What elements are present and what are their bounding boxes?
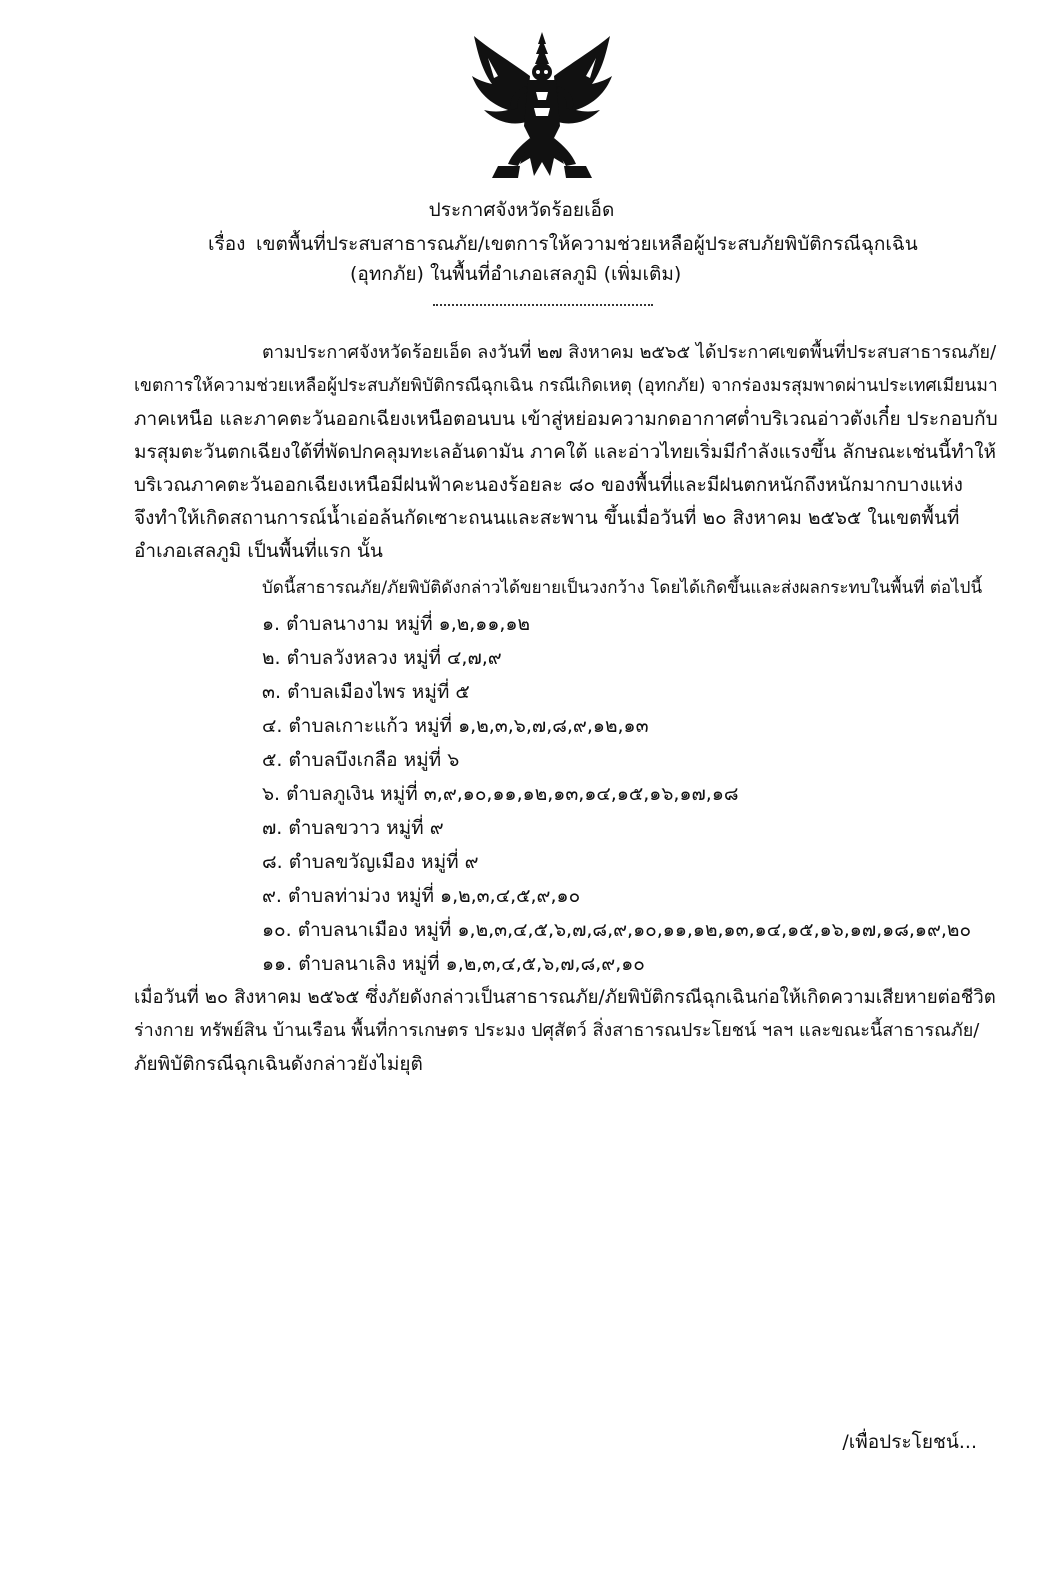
paragraph-1-line: อำเภอเสลภูมิ เป็นพื้นที่แรก นั้น: [134, 540, 383, 562]
area-list-item: ๗. ตำบลขวาว หมู่ที่ ๙: [262, 817, 444, 839]
paragraph-1-line: มรสุมตะวันตกเฉียงใต้ที่พัดปกคลุมทะเลอันดามัน ภาคใต้ และอ่าวไทยเริ่มมีกำลังแรงขึ้น ลักษณะเช่นนี้ทำให้: [134, 441, 997, 463]
paragraph-1-line: บริเวณภาคตะวันออกเฉียงเหนือมีฝนฟ้าคะนองร้อยละ ๘๐ ของพื้นที่และมีฝนตกหนักถึงหนักมากบางแห่ง: [134, 474, 963, 496]
subject-line-1: เขตพื้นที่ประสบสาธารณภัย/เขตการให้ความช่วยเหลือผู้ประสบภัยพิบัติกรณีฉุกเฉิน: [256, 233, 918, 255]
paragraph-3-line: ภัยพิบัติกรณีฉุกเฉินดังกล่าวยังไม่ยุติ: [134, 1053, 423, 1075]
paragraph-1-line: เขตการให้ความช่วยเหลือผู้ประสบภัยพิบัติกรณีฉุกเฉิน กรณีเกิดเหตุ (อุทกภัย) จากร่องมรสุมพาดผ่านประเทศเมียนมา: [134, 376, 998, 396]
area-list-item: ๑. ตำบลนางาม หมู่ที่ ๑,๒,๑๑,๑๒: [262, 613, 531, 635]
paragraph-1-line: ตามประกาศจังหวัดร้อยเอ็ด ลงวันที่ ๒๗ สิงหาคม ๒๕๖๕ ได้ประกาศเขตพื้นที่ประสบสาธารณภัย/: [262, 342, 997, 363]
document-title: ประกาศจังหวัดร้อยเอ็ด: [428, 199, 615, 221]
area-list-item: ๒. ตำบลวังหลวง หมู่ที่ ๔,๗,๙: [262, 647, 502, 669]
area-list-item: ๙. ตำบลท่าม่วง หมู่ที่ ๑,๒,๓,๔,๕,๙,๑๐: [262, 885, 581, 907]
subject-label: เรื่อง: [208, 233, 246, 255]
paragraph-3-line: ร่างกาย ทรัพย์สิน บ้านเรือน พื้นที่การเกษตร ประมง ปศุสัตว์ สิ่งสาธารณประโยชน์ ฯลฯ และขณะนี้สาธารณภัย/: [134, 1020, 980, 1041]
area-list-item: ๑๑. ตำบลนาเลิง หมู่ที่ ๑,๒,๓,๔,๕,๖,๗,๘,๙,๑๐: [262, 953, 645, 975]
separator-dotted-line: [433, 304, 653, 306]
subject-line-2: (อุทกภัย) ในพื้นที่อำเภอเสลภูมิ (เพิ่มเติม): [350, 263, 682, 285]
paragraph-1-line: จึงทำให้เกิดสถานการณ์น้ำเอ่อล้นกัดเซาะถนนและสะพาน ขึ้นเมื่อวันที่ ๒๐ สิงหาคม ๒๕๖๕ ในเขตพื้นที่: [134, 507, 960, 529]
garuda-emblem-icon: [468, 30, 616, 180]
paragraph-1-line: ภาคเหนือ และภาคตะวันออกเฉียงเหนือตอนบน เข้าสู่หย่อมความกดอากาศต่ำบริเวณอ่าวตังเกี๋ย ประกอบกับ: [134, 408, 998, 430]
area-list-item: ๑๐. ตำบลนาเมือง หมู่ที่ ๑,๒,๓,๔,๕,๖,๗,๘,๙,๑๐,๑๑,๑๒,๑๓,๑๔,๑๕,๑๖,๑๗,๑๘,๑๙,๒๐: [262, 919, 972, 941]
area-list-item: ๘. ตำบลขวัญเมือง หมู่ที่ ๙: [262, 851, 479, 873]
area-list-item: ๔. ตำบลเกาะแก้ว หมู่ที่ ๑,๒,๓,๖,๗,๘,๙,๑๒,๑๓: [262, 715, 649, 737]
area-list-item: ๖. ตำบลภูเงิน หมู่ที่ ๓,๙,๑๐,๑๑,๑๒,๑๓,๑๔,๑๕,๑๖,๑๗,๑๘: [262, 783, 739, 805]
paragraph-2-intro: บัดนี้สาธารณภัย/ภัยพิบัติดังกล่าวได้ขยายเป็นวงกว้าง โดยได้เกิดขึ้นและส่งผลกระทบในพื้นที่ ต่อไปนี้: [262, 578, 983, 598]
area-list-item: ๕. ตำบลบึงเกลือ หมู่ที่ ๖: [262, 749, 460, 771]
continuation-marker: /เพื่อประโยชน์...: [842, 1431, 977, 1453]
area-list-item: ๓. ตำบลเมืองไพร หมู่ที่ ๕: [262, 681, 470, 703]
paragraph-3-line: เมื่อวันที่ ๒๐ สิงหาคม ๒๕๖๕ ซึ่งภัยดังกล่าวเป็นสาธารณภัย/ภัยพิบัติกรณีฉุกเฉินก่อให้เกิดความเสียหายต่อชีวิต: [134, 987, 996, 1008]
